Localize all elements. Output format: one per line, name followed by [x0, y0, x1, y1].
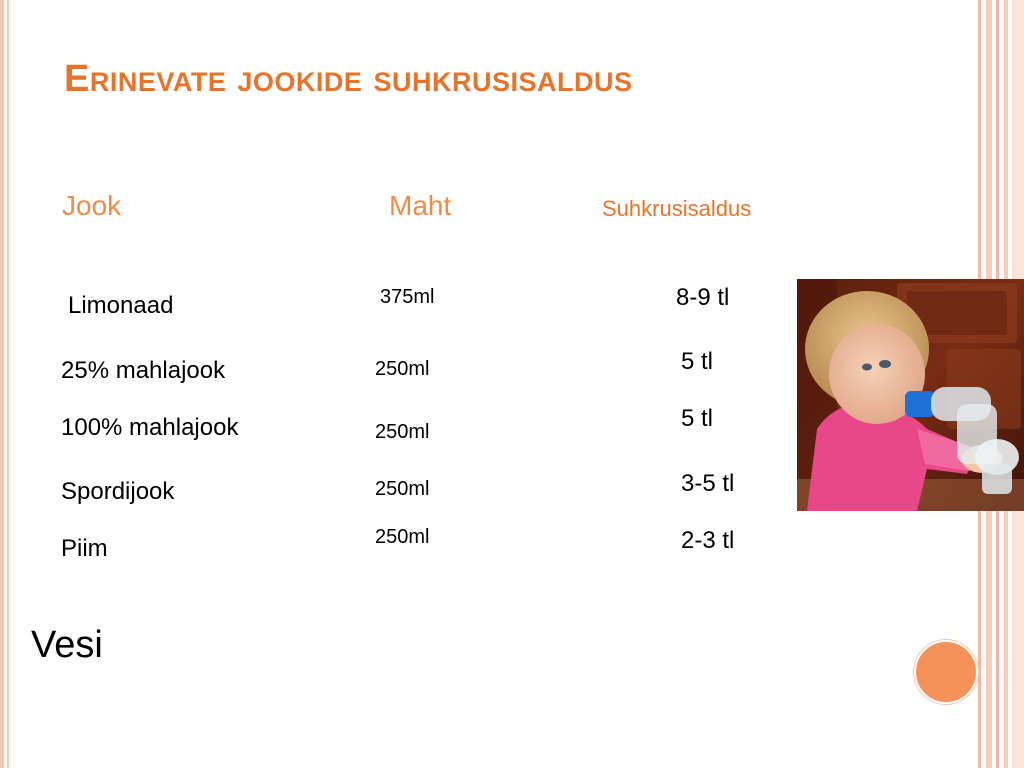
decorative-circle	[914, 640, 978, 704]
water-label: Vesi	[31, 624, 103, 666]
toddler-photo	[797, 279, 1024, 511]
slide-title: Erinevate jookide suhkrusisaldus	[64, 58, 633, 100]
drink-cell: 100% mahlajook	[61, 414, 239, 441]
drink-cell: 25% mahlajook	[61, 357, 226, 384]
sugar-cell: 5 tl	[681, 348, 714, 375]
drink-cell: Limonaad	[68, 292, 174, 319]
header-volume: Maht	[389, 190, 452, 221]
volume-cell: 375ml	[380, 286, 435, 308]
volume-cell: 250ml	[375, 526, 430, 548]
volume-cell: 250ml	[375, 421, 430, 443]
drink-cell: Piim	[61, 535, 108, 562]
volume-cell: 250ml	[375, 358, 430, 380]
sugar-cell: 3-5 tl	[681, 470, 735, 497]
left-border	[0, 0, 4, 768]
left-border-line	[7, 0, 9, 768]
toddler-photo-illustration	[797, 279, 1024, 511]
drink-cell: Spordijook	[61, 478, 175, 505]
sugar-cell: 2-3 tl	[681, 527, 735, 554]
sugar-cell: 5 tl	[681, 405, 714, 432]
volume-cell: 250ml	[375, 478, 430, 500]
sugar-cell: 8-9 tl	[676, 284, 730, 311]
header-sugar: Suhkrusisaldus	[602, 196, 752, 221]
header-drink: Jook	[62, 190, 122, 221]
